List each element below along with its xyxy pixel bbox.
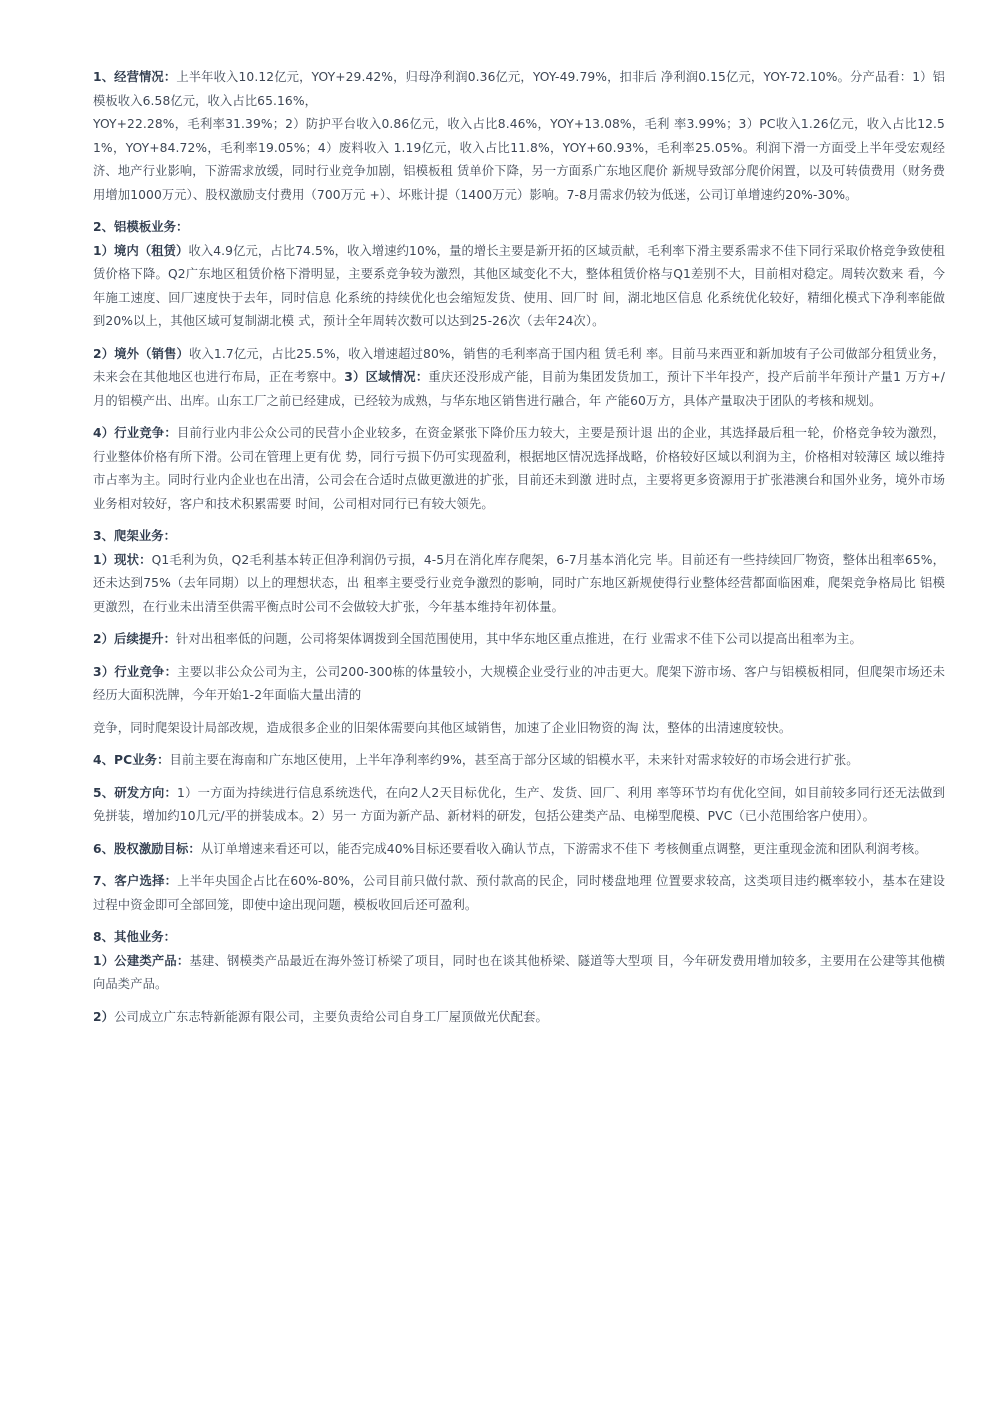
customer-selection-text: 上半年央国企占比在60%-80%，公司目前只做付款、预付款高的民企，同时楼盘地理 位置要求较高，这类项目违约概率较小，基本在建设过程中资金即可全部回笼，即使中途出现问题，模板收回后还可盈利。 xyxy=(93,874,945,912)
aluminum-competition-text: 目前行业内非公众公司的民营小企业较多，在资金紧张下降价压力较大，主要是预计退 出的企业，其选择最后租一轮，价格竞争较为激烈，行业整体价格有所下滑。公司在管理上更有优 势，同行亏损下仍可实现盈利，根据地区情况选择战略，价格较好区域以利润为主，价格相对较薄区 域以维持市占率为主。同时行业内企业也在出清，公司会在合适时点做更激进的扩张，目前还未到激 进时点，主要将更多资源用于扩张港澳台和国外业务，境外市场业务相对较好，客户和技术积累需要 时间，公司相对同行已有较大领先。 xyxy=(93,426,945,511)
aluminum-overseas-label: 2）境外（销售） xyxy=(93,346,189,361)
section-climbing-heading xyxy=(93,525,945,549)
other-new-energy-text: 公司成立广东志特新能源有限公司，主要负责给公司自身工厂屋顶做光伏配套。 xyxy=(114,1009,548,1024)
pc-business-text: 目前主要在海南和广东地区使用，上半年净利率约9%，甚至高于部分区域的铝模水平，未来针对需求较好的市场会进行扩张。 xyxy=(169,753,859,767)
climbing-status xyxy=(93,549,945,620)
climbing-improvement xyxy=(93,628,945,652)
climbing-status-label: 1）现状： xyxy=(93,552,152,567)
climbing-improvement-text: 针对出租率低的问题，公司将架体调拨到全国范围使用，其中华东地区重点推进，在行 业需求不佳下公司以提高出租率为主。 xyxy=(176,632,862,646)
other-public-products-label: 1）公建类产品： xyxy=(93,953,190,968)
equity-incentive-text: 从订单增速来看还可以，能否完成40%目标还要看收入确认节点，下游需求不佳下 考核侧重点调整，更注重现金流和团队利润考核。 xyxy=(200,841,927,856)
section-operating-continued xyxy=(93,113,945,207)
customer-selection-label: 7、客户选择： xyxy=(93,874,178,888)
aluminum-overseas-text: 收入1.7亿元，占比25.5%，收入增速超过80%，销售的毛利率高于国内租 赁毛利 率。目前马来西亚和新加坡有子公司做部分租赁业务，未来会在其他地区也进行布局，正在考察中。 xyxy=(93,346,945,384)
aluminum-competition-label: 4）行业竞争： xyxy=(93,426,177,440)
section-operating-label: 1、经营情况： xyxy=(93,70,177,84)
other-new-energy-label: 2） xyxy=(93,1009,115,1024)
aluminum-region-label: 3）区域情况： xyxy=(344,370,429,384)
climbing-competition xyxy=(93,661,945,708)
aluminum-domestic xyxy=(93,240,945,334)
document-body xyxy=(93,66,945,1038)
climbing-competition-text-2: 竞争，同时爬架设计局部改规，造成很多企业的旧架体需要向其他区域销售，加速了企业旧物资的淘 汰，整体的出清速度较快。 xyxy=(93,720,792,735)
other-public-products-text: 基建、钢模类产品最近在海外签订桥梁了项目，同时也在谈其他桥梁、隧道等大型项 目，今年研发费用增加较多，主要用在公建等其他横向品类产品。 xyxy=(93,953,945,991)
aluminum-heading-text: 2、铝模板业务： xyxy=(93,220,189,234)
aluminum-overseas xyxy=(93,343,945,414)
section-aluminum-heading xyxy=(93,216,945,240)
aluminum-region-text: 重庆还没形成产能，目前为集团发货加工，预计下半年投产，投产后前半年预计产量1 万方+/月的铝模产出、出库。山东工厂之前已经建成，已经较为成熟，与华东地区销售进行融合，年 产能60万方，具体产量取决于团队的考核和规划。 xyxy=(93,370,945,408)
section-operating-text-2: YOY+22.28%，毛利率31.39%；2）防护平台收入0.86亿元，收入占比8.46%，YOY+13.08%，毛利 率3.99%；3）PC收入1.26亿元，收入占比12.51%，YOY+84.72%，毛利率19.05%；4）废料收入 1.19亿元，收入占比11.8%，YOY+60.93%，毛利率25.05%。利润下滑一方面受上半年受宏观经济、地产行业影响，下游需求放缓，同时行业竞争加剧，铝模板租 赁单价下降，另一方面系广东地区爬价 新规导致部分爬价闲置，以及可转债费用（财务费用增加1000万元）、股权激励支付费用（700万元 +）、坏账计提（1400万元）影响。7-8月需求仍较为低迷，公司订单增速约20%-30%。 xyxy=(93,117,945,202)
aluminum-domestic-text: 收入4.9亿元，占比74.5%，收入增速约10%，量的增长主要是新开拓的区域贡献，毛利率下滑主要系需求不佳下同行采取价格竞争致使租赁价格下降。Q2广东地区租赁价格下滑明显，主要系竞争较为激烈，其他区域变化不大，整体租赁价格与Q1差别不大，目前相对稳定。周转次数来 看，今年施工速度、回厂速度快于去年，同时信息 化系统的持续优化也会缩短发货、使用、回厂时 间，湖北地区信息 化系统优化较好，精细化模式下净利率能做到20%以上，其他区域可复制湖北模 式，预计全年周转次数可以达到25-26次（去年24次）。 xyxy=(93,243,945,328)
climbing-competition-label: 3）行业竞争： xyxy=(93,664,178,679)
aluminum-domestic-label: 1）境内（租赁） xyxy=(93,243,189,258)
section-customer-selection xyxy=(93,870,945,917)
other-new-energy xyxy=(93,1006,945,1030)
climbing-heading-text: 3、爬架业务： xyxy=(93,529,177,543)
equity-incentive-label: 6、股权激励目标： xyxy=(93,841,201,856)
pc-business-label: 4、PC业务： xyxy=(93,753,170,767)
section-operating-text-1: 上半年收入10.12亿元，YOY+29.42%，归母净利润0.36亿元，YOY-49.79%，扣非后 净利润0.15亿元，YOY-72.10%。分产品看：1）铝模板收入6.58亿元，收入占比65.16%， xyxy=(93,70,945,108)
other-public-products xyxy=(93,950,945,997)
section-pc-business xyxy=(93,749,945,773)
climbing-improvement-label: 2）后续提升： xyxy=(93,632,177,646)
climbing-status-text: Q1毛利为负，Q2毛利基本转正但净利润仍亏损，4-5月在消化库存爬架，6-7月基本消化完 毕。目前还有一些持续回厂物资，整体出租率65%，还未达到75%（去年同期）以上的理想状态，出 租率主要受行业竞争激烈的影响，同时广东地区新规使得行业整体经营都面临困难，爬架竞争格局比 铝模更激烈，在行业未出清至供需平衡点时公司不会做较大扩张，今年基本维持年初体量。 xyxy=(93,552,945,614)
rnd-direction-text: 1）一方面为持续进行信息系统迭代，在向2人2天目标优化，生产、发货、回厂、利用 率等环节均有优化空间，如目前较多同行还无法做到免拼装，增加约10几元/平的拼装成本。2）另一 方面为新产品、新材料的研发，包括公建类产品、电梯型爬模、PVC（已小范围给客户使用）。 xyxy=(93,785,945,823)
climbing-competition-continued xyxy=(93,717,945,741)
section-other-heading xyxy=(93,926,945,950)
section-rnd-direction xyxy=(93,782,945,829)
climbing-competition-text: 主要以非公众公司为主，公司200-300栋的体量较小，大规模企业受行业的冲击更大。爬架下游市场、客户与铝模板相同，但爬架市场还未经历大面积洗牌，今年开始1-2年面临大量出清的 xyxy=(93,664,946,702)
rnd-direction-label: 5、研发方向： xyxy=(93,785,178,800)
aluminum-competition xyxy=(93,422,945,516)
section-operating-overview xyxy=(93,66,945,113)
section-equity-incentive xyxy=(93,838,945,862)
other-heading-text: 8、其他业务： xyxy=(93,930,177,944)
